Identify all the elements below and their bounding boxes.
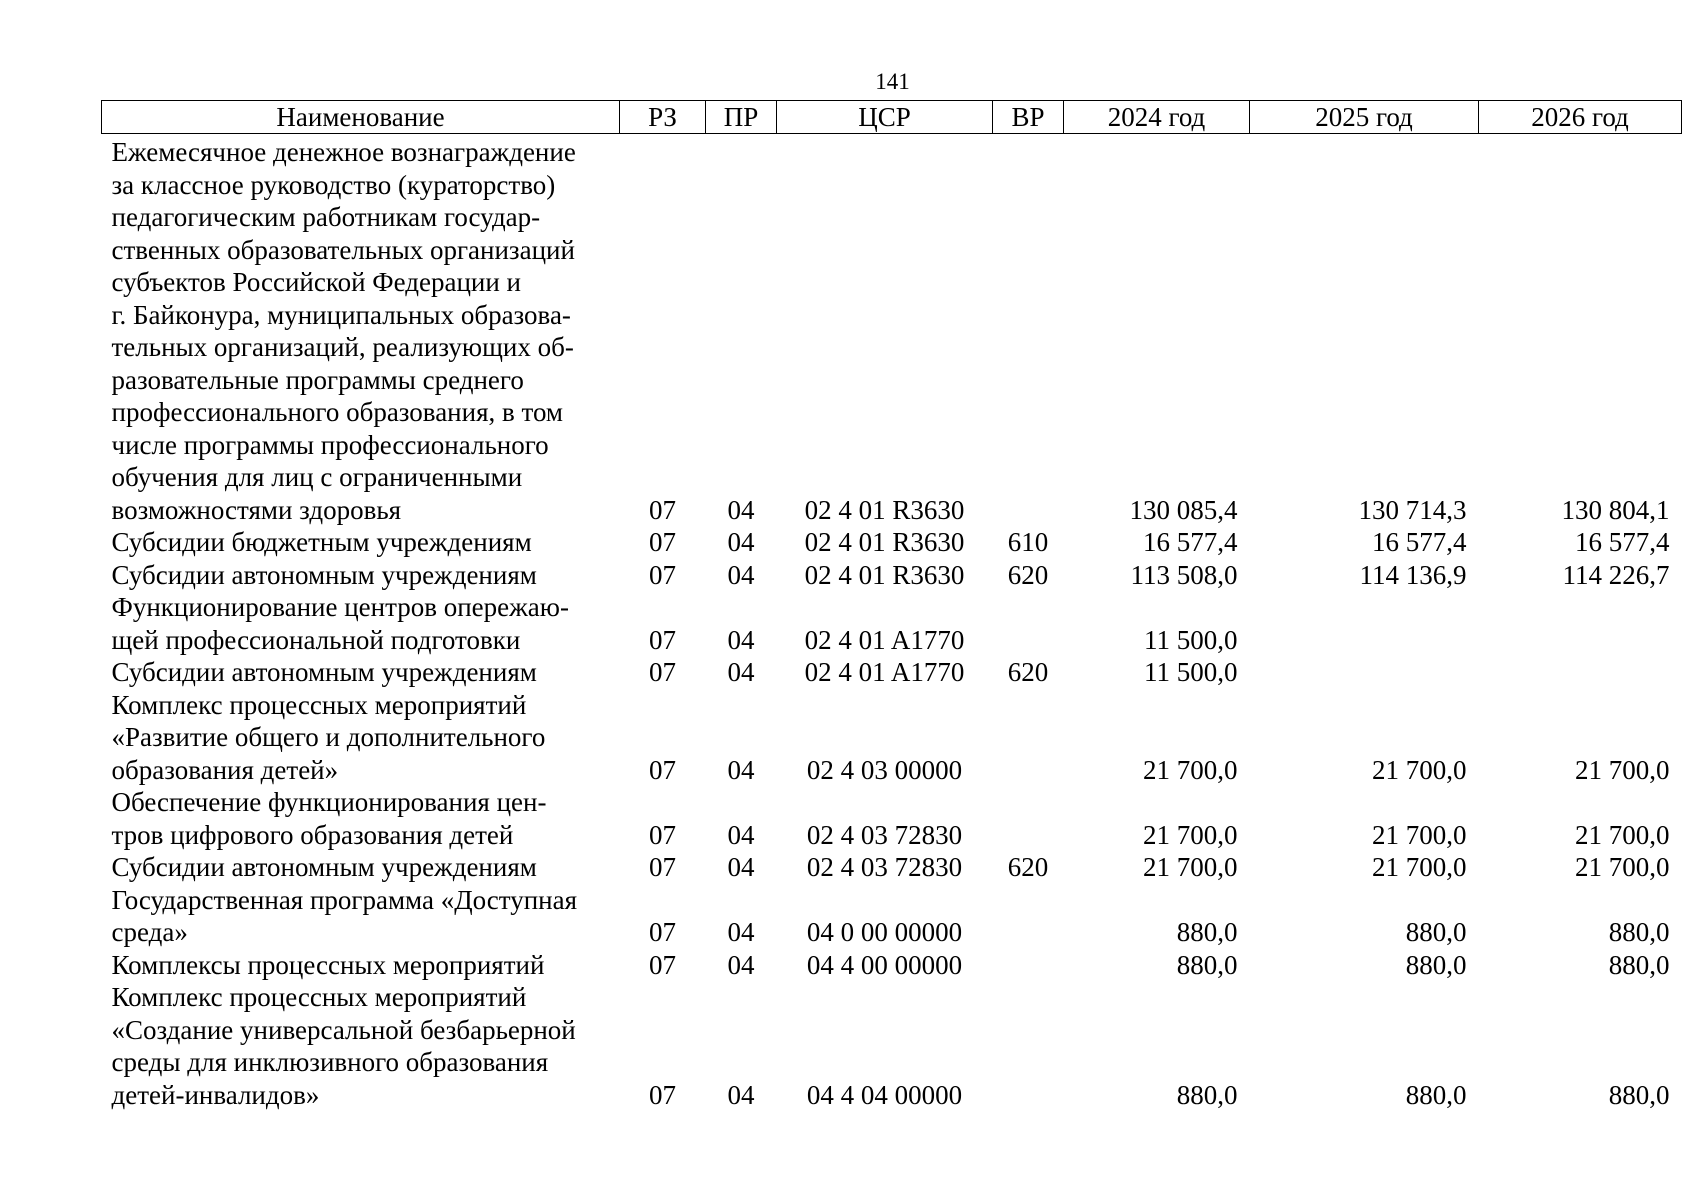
cell-csr: 04 4 04 00000	[806, 1079, 963, 1110]
cell-vr: 610	[1007, 527, 1049, 557]
row-name-line: возможностями здоровья	[111, 494, 402, 525]
cell-vr	[993, 981, 1064, 1111]
cell-csr: 02 4 01 R3630	[804, 559, 965, 590]
row-name	[102, 949, 620, 982]
cell-y2025: 21 700,0	[1372, 852, 1467, 882]
cell-y2024: 880,0	[1176, 1079, 1238, 1110]
cell-y2024: 16 577,4	[1143, 527, 1238, 557]
cell-rz: 07	[649, 527, 676, 557]
row-name-line: Функционирование центров опережаю-	[111, 592, 569, 622]
table-header	[102, 101, 1682, 134]
cell-pr: 04	[727, 819, 755, 850]
row-name-line: числе программы профессионального	[111, 429, 549, 460]
table-row	[102, 656, 1682, 689]
header-2024: 2024 год	[1064, 101, 1250, 134]
table-row	[102, 689, 1682, 787]
cell-y2026: 880,0	[1608, 917, 1670, 947]
row-name-line: тров цифрового образования детей	[111, 819, 514, 850]
cell-y2026: 130 804,1	[1561, 494, 1670, 525]
cell-vr: 620	[1007, 657, 1049, 687]
cell-csr: 02 4 01 A1770	[804, 624, 965, 655]
cell-rz: 07	[649, 949, 676, 980]
cell-y2025: 880,0	[1405, 1079, 1467, 1110]
row-name-line: Обеспечение функционирования цен-	[111, 787, 547, 817]
table-row	[102, 786, 1682, 851]
budget-table	[101, 100, 1682, 1111]
cell-y2024: 21 700,0	[1143, 852, 1238, 882]
table-row	[102, 559, 1682, 592]
header-pr: ПР	[706, 101, 777, 134]
cell-pr: 04	[727, 559, 755, 590]
cell-rz: 07	[649, 657, 676, 687]
cell-csr: 02 4 03 72830	[806, 852, 963, 882]
header-2025: 2025 год	[1250, 101, 1479, 134]
cell-y2026	[1479, 656, 1682, 689]
row-name-line: Комплексы процессных мероприятий	[111, 949, 545, 980]
cell-pr: 04	[727, 624, 755, 655]
cell-vr: 620	[1007, 559, 1049, 590]
cell-vr	[993, 689, 1064, 787]
cell-pr: 04	[727, 494, 755, 525]
cell-y2024: 880,0	[1176, 949, 1238, 980]
row-name-line: тельных организаций, реализующих об-	[111, 332, 574, 362]
cell-y2024: 113 508,0	[1130, 559, 1238, 590]
cell-y2026: 114 226,7	[1562, 559, 1670, 590]
cell-vr: 620	[1007, 852, 1049, 882]
cell-vr	[993, 786, 1064, 851]
row-name-line: образования детей»	[111, 754, 339, 785]
cell-y2025: 21 700,0	[1372, 819, 1467, 850]
header-name: Наименование	[102, 101, 620, 134]
table-row	[102, 981, 1682, 1111]
row-name	[102, 786, 620, 851]
header-csr: ЦСР	[777, 101, 993, 134]
cell-y2026: 21 700,0	[1575, 819, 1670, 850]
cell-y2024: 21 700,0	[1143, 819, 1238, 850]
row-name-line: детей-инвалидов»	[111, 1079, 320, 1110]
header-2026: 2026 год	[1479, 101, 1682, 134]
cell-y2026	[1479, 591, 1682, 656]
cell-y2026: 21 700,0	[1575, 754, 1670, 785]
cell-y2025: 130 714,3	[1358, 494, 1467, 525]
cell-vr	[993, 884, 1064, 949]
cell-y2026: 21 700,0	[1575, 852, 1670, 882]
row-name-line: «Создание универсальной безбарьерной	[111, 1014, 576, 1045]
cell-y2025: 114 136,9	[1359, 559, 1467, 590]
row-name	[102, 526, 620, 559]
cell-rz: 07	[649, 819, 676, 850]
cell-rz: 07	[649, 624, 676, 655]
cell-rz: 07	[649, 494, 676, 525]
cell-y2025: 880,0	[1405, 917, 1467, 947]
row-name-line: Ежемесячное денежное вознаграждение	[111, 137, 576, 167]
row-name-line: г. Байконура, муниципальных образова-	[111, 299, 571, 330]
row-name-line: обучения для лиц с ограниченными	[111, 462, 523, 492]
row-name-line: разовательные программы среднего	[111, 364, 524, 395]
row-name-line: Государственная программа «Доступная	[111, 884, 578, 915]
cell-rz: 07	[649, 852, 676, 882]
cell-y2024: 880,0	[1176, 917, 1238, 947]
row-name-line: Субсидии бюджетным учреждениям	[111, 527, 532, 557]
cell-vr	[993, 591, 1064, 656]
cell-y2025	[1250, 591, 1479, 656]
cell-rz: 07	[649, 917, 676, 947]
header-vr: ВР	[993, 101, 1064, 134]
cell-pr: 04	[727, 917, 755, 947]
cell-y2026: 880,0	[1608, 949, 1670, 980]
cell-y2025	[1250, 656, 1479, 689]
cell-csr: 02 4 01 A1770	[804, 657, 965, 687]
table-row	[102, 949, 1682, 982]
cell-rz: 07	[649, 1079, 676, 1110]
cell-csr: 02 4 03 00000	[806, 754, 963, 785]
cell-csr: 02 4 01 R3630	[804, 527, 965, 557]
cell-csr: 04 4 00 00000	[806, 949, 963, 980]
cell-pr: 04	[727, 527, 755, 557]
cell-pr: 04	[727, 657, 755, 687]
cell-y2026: 16 577,4	[1575, 527, 1670, 557]
row-name-line: среда»	[111, 917, 188, 947]
header-row	[102, 101, 1682, 134]
row-name	[102, 559, 620, 592]
table-row	[102, 526, 1682, 559]
header-rz: РЗ	[620, 101, 706, 134]
page-number: 141	[875, 69, 910, 94]
row-name-line: ственных образовательных организаций	[111, 234, 575, 265]
row-name-line: «Развитие общего и дополнительного	[111, 722, 546, 752]
cell-csr: 02 4 03 72830	[806, 819, 963, 850]
table-row	[102, 591, 1682, 656]
cell-pr: 04	[727, 754, 755, 785]
row-name-line: Комплекс процессных мероприятий	[111, 689, 527, 720]
cell-pr: 04	[727, 949, 755, 980]
table-row	[102, 884, 1682, 949]
row-name-line: педагогическим работникам государ-	[111, 202, 541, 232]
cell-y2024: 21 700,0	[1143, 754, 1238, 785]
row-name-line: Субсидии автономным учреждениям	[111, 852, 537, 882]
row-name-line: за классное руководство (кураторство)	[111, 169, 556, 200]
cell-pr: 04	[727, 852, 755, 882]
row-name	[102, 851, 620, 884]
row-name-line: Субсидии автономным учреждениям	[111, 657, 537, 687]
cell-csr: 02 4 01 R3630	[804, 494, 965, 525]
cell-vr	[993, 134, 1064, 527]
cell-rz: 07	[649, 754, 676, 785]
row-name-line: профессионального образования, в том	[111, 397, 564, 427]
cell-y2024: 11 500,0	[1144, 624, 1238, 655]
row-name-line: Комплекс процессных мероприятий	[111, 982, 527, 1012]
cell-rz: 07	[649, 559, 676, 590]
row-name	[102, 134, 620, 527]
cell-y2024: 11 500,0	[1144, 657, 1238, 687]
row-name-line: Субсидии автономным учреждениям	[111, 559, 537, 590]
cell-y2026: 880,0	[1608, 1079, 1670, 1110]
row-name	[102, 591, 620, 656]
cell-pr: 04	[727, 1079, 755, 1110]
row-name	[102, 689, 620, 787]
row-name	[102, 656, 620, 689]
cell-y2025: 880,0	[1405, 949, 1467, 980]
row-name	[102, 981, 620, 1111]
row-name-line: среды для инклюзивного образования	[111, 1047, 549, 1077]
table-row	[102, 134, 1682, 527]
row-name-line: субъектов Российской Федерации и	[111, 267, 522, 297]
row-name	[102, 884, 620, 949]
table-row	[102, 851, 1682, 884]
cell-y2025: 21 700,0	[1372, 754, 1467, 785]
table-body	[102, 134, 1682, 1112]
cell-csr: 04 0 00 00000	[806, 917, 963, 947]
cell-y2025: 16 577,4	[1372, 527, 1467, 557]
row-name-line: щей профессиональной подготовки	[111, 624, 521, 655]
cell-vr	[993, 949, 1064, 982]
cell-y2024: 130 085,4	[1129, 494, 1238, 525]
